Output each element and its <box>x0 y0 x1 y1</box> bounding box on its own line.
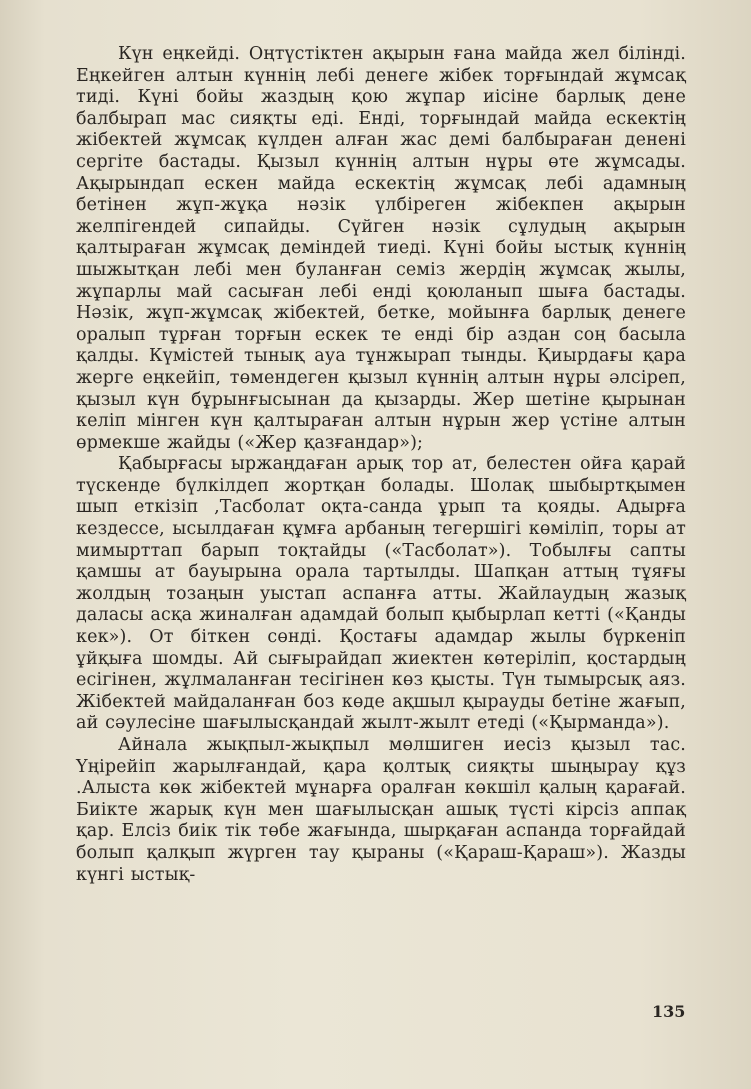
page-number: 135 <box>652 1002 686 1021</box>
paragraph-3: Айнала жықпыл-жықпыл мөлшиген иесіз қызыл тас. Үңірейіп жарылғандай, қара қолтық сияқты шыңырау құз .Алыста көк жібектей мұнарға оралған көкшіл қалың қарағай. Биікте жарық күн мен шағылысқан ашық түсті кірсіз аппақ қар. Елсіз биік тік төбе жағында, шырқаған аспанда торғайдай болып қалқып жүрген тау қыраны («Қараш-Қараш»). Жазды күнгі ыстық- <box>76 735 686 885</box>
paragraph-2: Қабырғасы ыржаңдаған арық тор ат, белестен ойға қарай түскенде бүлкілдеп жортқан болады. Шолақ шыбыртқымен шып еткізіп ,Тасболат оқта-санда ұрып та қояды. Адырға кездессе, ысылдаған құмға арбаның тегершігі көміліп, торы ат мимырттап барып тоқтайды («Тасболат»). Тобылғы сапты қамшы ат бауырына орала тартылды. Шапқан аттың тұяғы жолдың тозаңын уыстап аспанға атты. Жайлаудың жазық даласы асқа жиналған адамдай болып қыбырлап кетті («Қанды кек»). От біткен сөнді. Қостағы адамдар жылы бүркеніп ұйқыға шомды. Ай сығырайдап жиектен көтеріліп, қостардың есігінен, жұлмаланған тесігінен көз қысты. Түн тымырсық аяз. Жібектей майдаланған боз көде ақшыл қырауды бетіне жағып, ай сәулесіне шағылысқандай жылт-жылт етеді («Қырманда»). <box>76 454 686 734</box>
body-text <box>76 44 686 886</box>
paragraph-1: Күн еңкейді. Оңтүстіктен ақырын ғана майда жел білінді. Еңкейген алтын күннің лебі денеге жібек торғындай жұмсақ тиді. Күні бойы жаздың қою жұпар иісіне барлық дене балбырап мас сияқты еді. Енді, торғындай майда ескектің жібектей жұмсақ күлден алған жас демі балбыраған денені сергіте бастады. Қызыл күннің алтын нұры өте жұмсады. Ақырындап ескен майда ескектің жұмсақ лебі адамның бетінен жұп-жұқа нәзік үлбіреген жібекпен ақырын желпігендей сипайды. Сүйген нәзік сұлудың ақырын қалтыраған жұмсақ деміндей тиеді. Күні бойы ыстық күннің шыжытқан лебі мен буланған семіз жердің жұмсақ жылы, жұпарлы май сасыған лебі енді қоюланып шыға бастады. Нәзік, жұп-жұмсақ жібектей, бетке, мойынға барлық денеге оралып тұрған торғын ескек те енді бір аздан соң басыла қалды. Күмістей тынық ауа тұнжырап тынды. Қиырдағы қара жерге еңкейіп, төмендеген қызыл күннің алтын нұры әлсіреп, қызыл күн бұрынғысынан да қызарды. Жер шетіне қырынан келіп мінген күн қалтыраған алтын нұрын жер үстіне алтын өрмекше жайды («Жер қазғандар»); <box>76 44 686 453</box>
